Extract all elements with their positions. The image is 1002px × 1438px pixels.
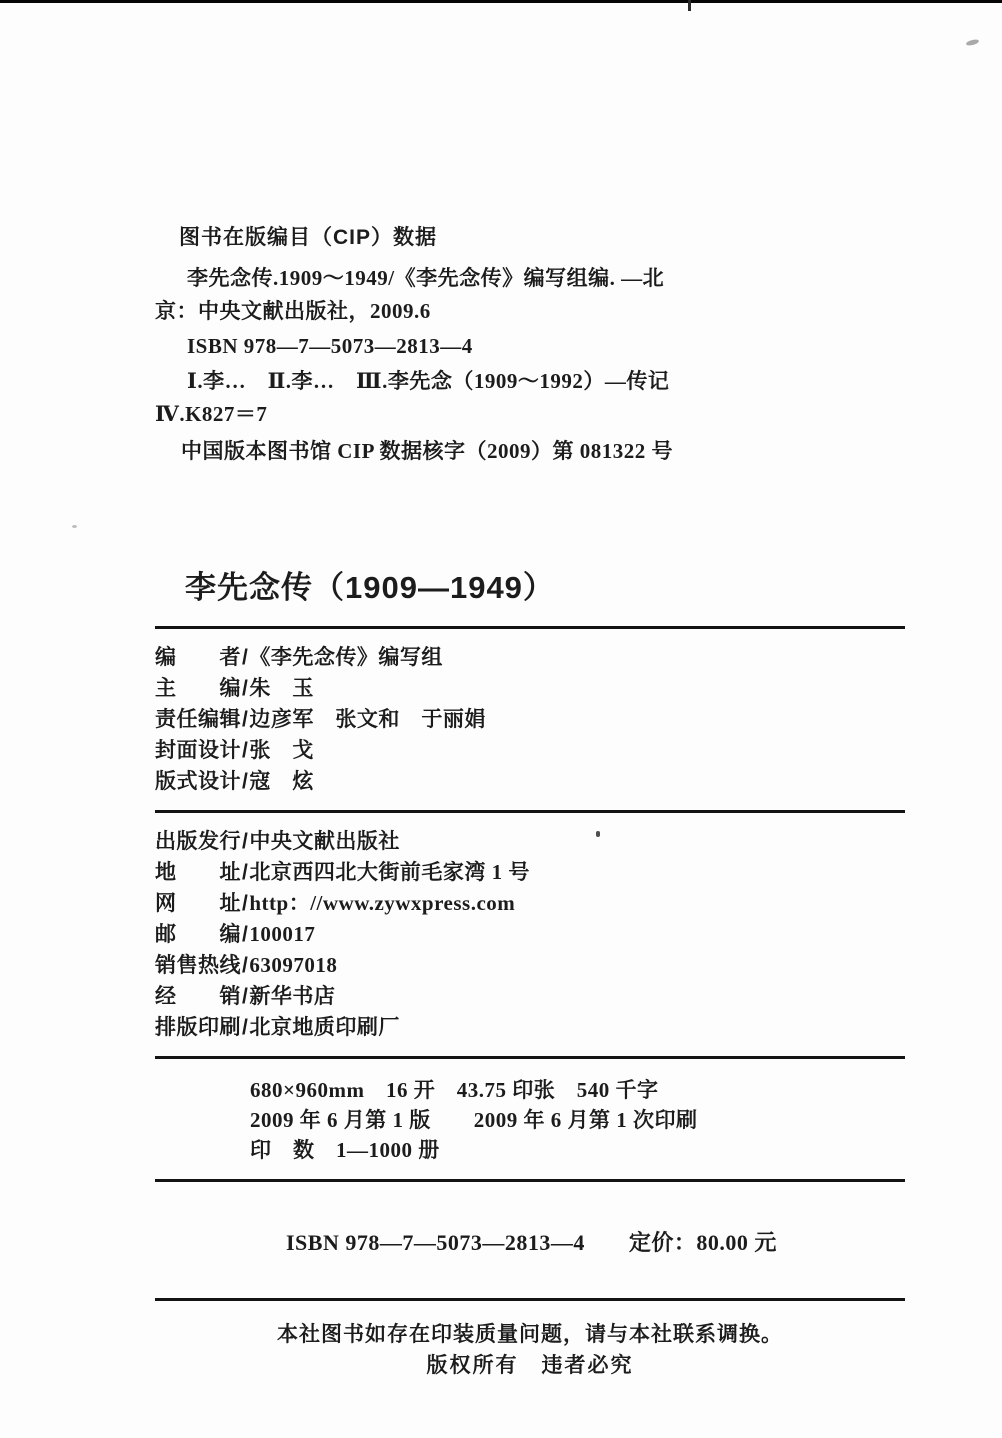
printing-specs bbox=[155, 1059, 905, 1179]
credit-value: 张 戈 bbox=[249, 738, 314, 762]
label-separator: / bbox=[242, 923, 249, 946]
publishing-label: 排版印刷 bbox=[155, 1016, 241, 1039]
publishing-label: 销售热线 bbox=[155, 954, 241, 977]
credit-row-editor bbox=[155, 642, 905, 673]
label-separator: / bbox=[242, 770, 249, 793]
label-separator: / bbox=[242, 1016, 249, 1039]
publishing-label: 经 销 bbox=[155, 985, 241, 1008]
scan-top-edge bbox=[0, 0, 1002, 3]
label-separator: / bbox=[242, 830, 249, 853]
publishing-label: 网 址 bbox=[155, 892, 241, 915]
publishing-row-publisher bbox=[155, 826, 905, 857]
credit-value: 寇 炫 bbox=[249, 769, 314, 793]
publishing-value: 100017 bbox=[249, 922, 316, 946]
credit-row-layout-design bbox=[155, 766, 905, 797]
copyright-slogan: 版权所有 违者必究 bbox=[426, 1354, 634, 1377]
publishing-row-postcode bbox=[155, 919, 905, 950]
label-separator: / bbox=[242, 739, 249, 762]
cip-record-number: 中国版本图书馆 CIP 数据核字（2009）第 081322 号 bbox=[181, 439, 674, 463]
isbn-number: ISBN 978—7—5073—2813—4 bbox=[286, 1230, 585, 1255]
isbn-price-row bbox=[155, 1182, 905, 1298]
publishing-label: 出版发行 bbox=[155, 830, 241, 853]
label-separator: / bbox=[242, 861, 249, 884]
credit-label: 主 编 bbox=[155, 677, 241, 700]
cip-block bbox=[155, 226, 925, 468]
publishing-value: 北京西四北大街前毛家湾 1 号 bbox=[249, 860, 530, 884]
credit-value: 边彦军 张文和 于丽娟 bbox=[249, 707, 486, 731]
cip-title-line-2: 京：中央文献出版社，2009.6 bbox=[155, 299, 431, 323]
credit-label: 封面设计 bbox=[155, 739, 241, 762]
credit-row-responsible-editors bbox=[155, 704, 905, 735]
credit-label: 编 者 bbox=[155, 646, 241, 669]
label-separator: / bbox=[242, 954, 249, 977]
publishing-label: 邮 编 bbox=[155, 923, 241, 946]
credit-row-chief-editor bbox=[155, 673, 905, 704]
credits-list bbox=[155, 629, 905, 810]
publishing-value: http：//www.zywxpress.com bbox=[249, 891, 516, 915]
credit-label: 版式设计 bbox=[155, 770, 241, 793]
cip-heading: 图书在版编目（CIP）数据 bbox=[179, 226, 438, 249]
credit-row-cover-design bbox=[155, 735, 905, 766]
edition-line: 2009 年 6 月第 1 版 2009 年 6 月第 1 次印刷 bbox=[250, 1108, 698, 1132]
label-separator: / bbox=[242, 646, 249, 669]
scan-top-tick-artifact bbox=[688, 0, 691, 11]
colophon-main bbox=[155, 568, 905, 1381]
publishing-row-website bbox=[155, 888, 905, 919]
credit-value: 《李先念传》编写组 bbox=[249, 645, 443, 669]
publishing-row-address bbox=[155, 857, 905, 888]
label-separator: / bbox=[242, 708, 249, 731]
publishing-value: 新华书店 bbox=[249, 984, 336, 1008]
publishing-row-printer bbox=[155, 1012, 905, 1043]
cip-classification-line-2: Ⅳ.K827＝7 bbox=[155, 402, 268, 426]
scan-speck-artifact bbox=[72, 525, 77, 528]
label-separator: / bbox=[242, 677, 249, 700]
scan-smudge-artifact bbox=[966, 39, 980, 47]
credit-label: 责任编辑 bbox=[155, 708, 241, 731]
label-separator: / bbox=[242, 892, 249, 915]
label-separator: / bbox=[242, 985, 249, 1008]
impression-line: 印 数 1—1000 册 bbox=[250, 1138, 440, 1162]
cip-classification-line-1: Ⅰ.李… Ⅱ.李… Ⅲ.李先念（1909～1992）—传记 bbox=[187, 369, 670, 393]
publishing-value: 北京地质印刷厂 bbox=[249, 1015, 400, 1039]
publishing-value: 中央文献出版社 bbox=[249, 829, 400, 853]
publishing-row-sales-hotline bbox=[155, 950, 905, 981]
credit-value: 朱 玉 bbox=[249, 676, 314, 700]
quality-notice: 本社图书如存在印装质量问题，请与本社联系调换。 bbox=[277, 1322, 783, 1346]
cip-title-line-1: 李先念传.1909～1949/《李先念传》编写组编. —北 bbox=[187, 266, 665, 290]
publishing-label: 地 址 bbox=[155, 861, 241, 884]
price: 定价：80.00 元 bbox=[628, 1230, 777, 1255]
publishing-list bbox=[155, 813, 905, 1056]
publishing-value: 63097018 bbox=[249, 953, 338, 977]
book-title: 李先念传（1909—1949） bbox=[185, 570, 555, 605]
format-line: 680×960mm 16 开 43.75 印张 540 千字 bbox=[250, 1078, 659, 1102]
cip-isbn: ISBN 978—7—5073—2813—4 bbox=[187, 334, 473, 358]
publishing-row-distributor bbox=[155, 981, 905, 1012]
